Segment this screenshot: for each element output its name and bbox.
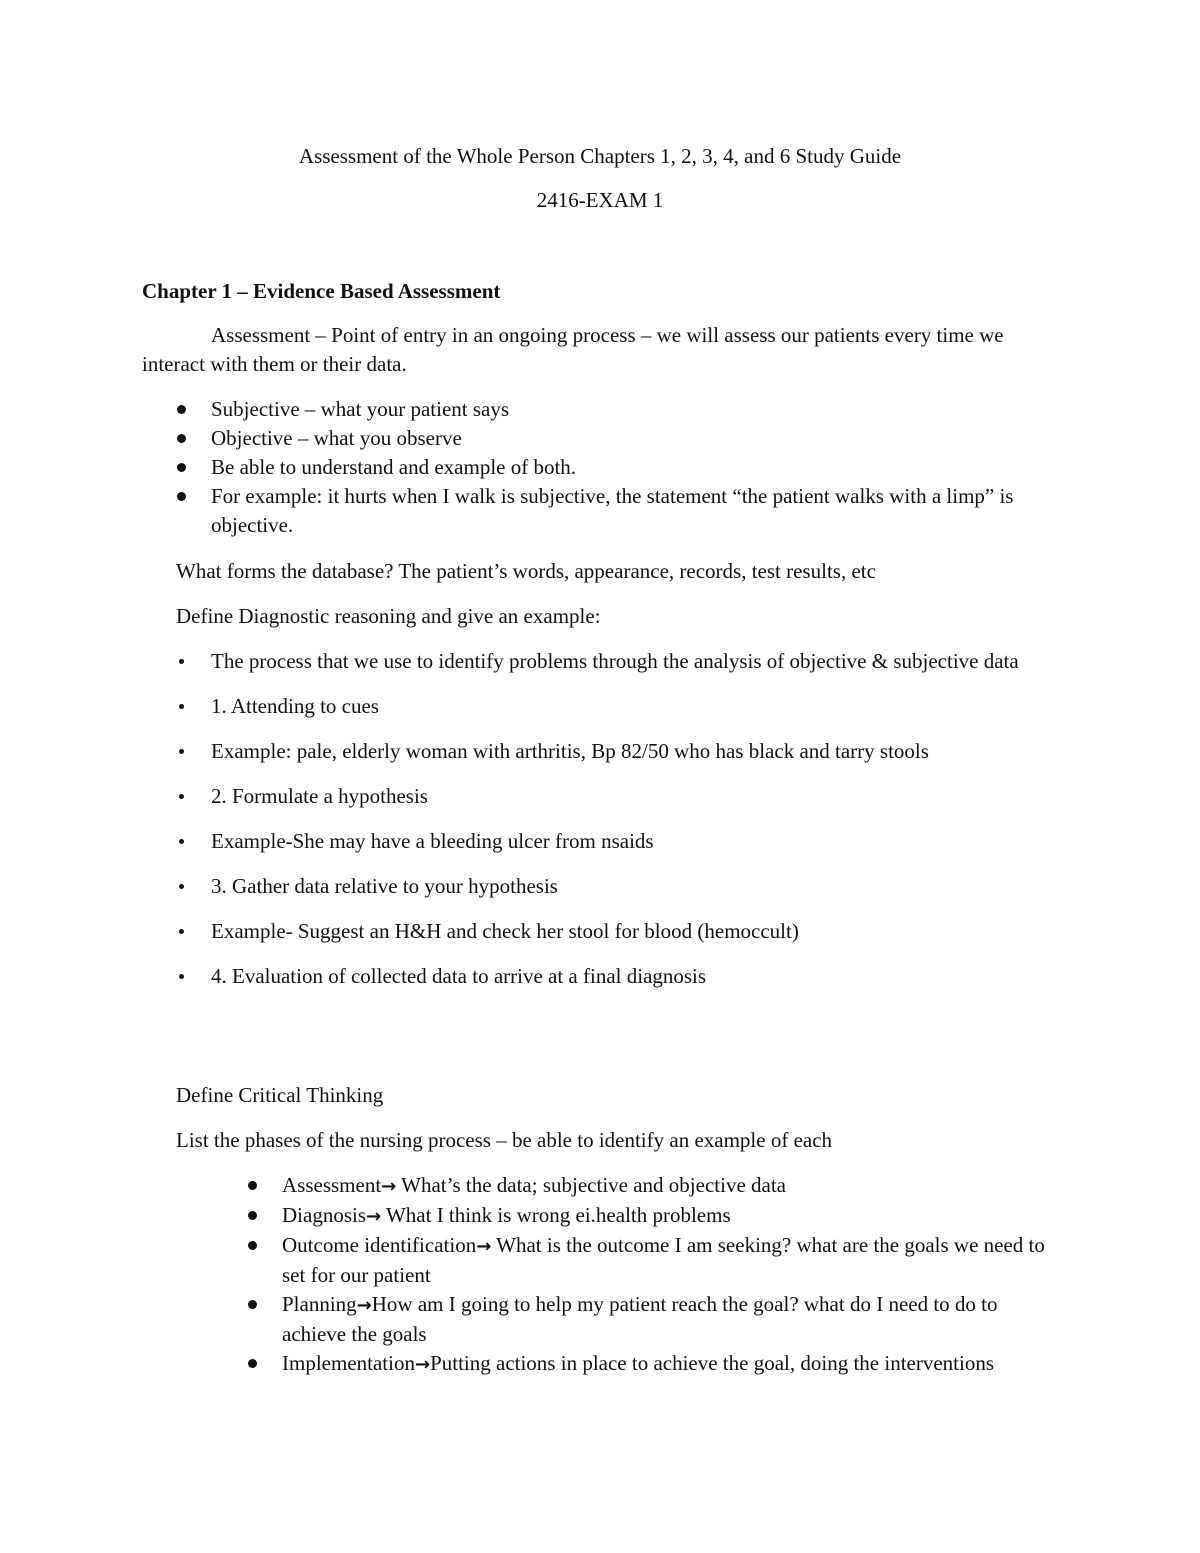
phase-term: Planning <box>282 1292 357 1316</box>
bullet-icon <box>179 884 184 889</box>
phase-text: Putting actions in place to achieve the goal, doing the interventions <box>430 1351 995 1375</box>
phase-term: Diagnosis <box>282 1203 366 1227</box>
list-item <box>282 1171 1052 1201</box>
bullet-icon <box>177 434 186 443</box>
phase-text: What I think is wrong ei.health problems <box>381 1203 731 1227</box>
list-item-text: Example-She may have a bleeding ulcer from nsaids <box>211 829 654 853</box>
list-item-text: Example: pale, elderly woman with arthritis, Bp 82/50 who has black and tarry stools <box>211 739 929 763</box>
list-item-text: Example- Suggest an H&H and check her stool for blood (hemoccult) <box>211 919 799 943</box>
subjective-objective-list <box>211 395 1051 540</box>
bullet-icon <box>179 749 184 754</box>
bullet-icon <box>248 1300 257 1309</box>
bullet-icon <box>179 704 184 709</box>
diagnostic-reasoning-prompt: Define Diagnostic reasoning and give an example: <box>176 604 601 628</box>
nursing-process-prompt: List the phases of the nursing process – be able to identify an example of each <box>176 1128 833 1152</box>
list-item <box>282 1290 1052 1349</box>
phase-text: What’s the data; subjective and objective data <box>396 1173 786 1197</box>
list-item <box>282 1349 1052 1379</box>
bullet-icon <box>179 659 184 664</box>
list-item <box>211 647 1051 676</box>
exam-label: 2416-EXAM 1 <box>536 188 664 212</box>
arrow-right-icon: → <box>414 1354 431 1375</box>
page-title: Assessment of the Whole Person Chapters 1, 2, 3, 4, and 6 Study Guide <box>298 144 902 168</box>
list-item <box>211 692 1051 721</box>
list-item <box>282 1201 1052 1231</box>
list-item <box>211 827 1051 856</box>
list-item-text: For example: it hurts when I walk is subjective, the statement “the patient walks with a limp” is objective. <box>211 484 1014 537</box>
list-item <box>211 782 1051 811</box>
arrow-right-icon: → <box>381 1176 397 1197</box>
nursing-phases-list <box>282 1171 1052 1379</box>
phase-term: Implementation <box>282 1351 415 1375</box>
bullet-icon <box>179 839 184 844</box>
bullet-icon <box>179 794 184 799</box>
list-item-text: Objective – what you observe <box>211 426 462 450</box>
bullet-icon <box>248 1359 257 1368</box>
list-item-text: 2. Formulate a hypothesis <box>211 784 428 808</box>
assessment-paragraph: Assessment – Point of entry in an ongoing process – we will assess our patients every time we interact with them or their data. <box>142 323 1004 376</box>
database-question: What forms the database? The patient’s words, appearance, records, test results, etc <box>176 559 876 583</box>
bullet-icon <box>248 1241 257 1250</box>
list-item <box>211 424 1051 453</box>
phase-term: Assessment <box>282 1173 382 1197</box>
bullet-icon <box>248 1181 257 1190</box>
phase-text: What is the outcome I am seeking? what are the goals we need to set for our patient <box>282 1233 1045 1287</box>
list-item-text: 1. Attending to cues <box>211 694 379 718</box>
list-item <box>211 482 1051 540</box>
critical-thinking-prompt: Define Critical Thinking <box>176 1083 384 1107</box>
list-item-text: Subjective – what your patient says <box>211 397 510 421</box>
arrow-right-icon: → <box>366 1206 382 1227</box>
list-item <box>282 1231 1052 1290</box>
arrow-right-icon: → <box>476 1236 492 1257</box>
list-item <box>211 917 1051 946</box>
bullet-icon <box>177 405 186 414</box>
phase-text: How am I going to help my patient reach the goal? what do I need to do to achieve the goals <box>282 1292 998 1346</box>
list-item <box>211 962 1051 991</box>
list-item-text: The process that we use to identify problems through the analysis of objective & subjective data <box>211 649 1019 673</box>
list-item <box>211 395 1051 424</box>
list-item <box>211 872 1051 901</box>
chapter-heading: Chapter 1 – Evidence Based Assessment <box>142 279 501 303</box>
list-item <box>211 453 1051 482</box>
bullet-icon <box>177 492 186 501</box>
list-item-text: Be able to understand and example of both. <box>211 455 577 479</box>
bullet-icon <box>179 929 184 934</box>
bullet-icon <box>248 1211 257 1220</box>
diagnostic-reasoning-list <box>211 647 1051 1007</box>
bullet-icon <box>177 463 186 472</box>
list-item <box>211 737 1051 766</box>
bullet-icon <box>179 974 184 979</box>
phase-term: Outcome identification <box>282 1233 477 1257</box>
list-item-text: 4. Evaluation of collected data to arrive at a final diagnosis <box>211 964 707 988</box>
arrow-right-icon: → <box>356 1295 372 1316</box>
list-item-text: 3. Gather data relative to your hypothesis <box>211 874 558 898</box>
